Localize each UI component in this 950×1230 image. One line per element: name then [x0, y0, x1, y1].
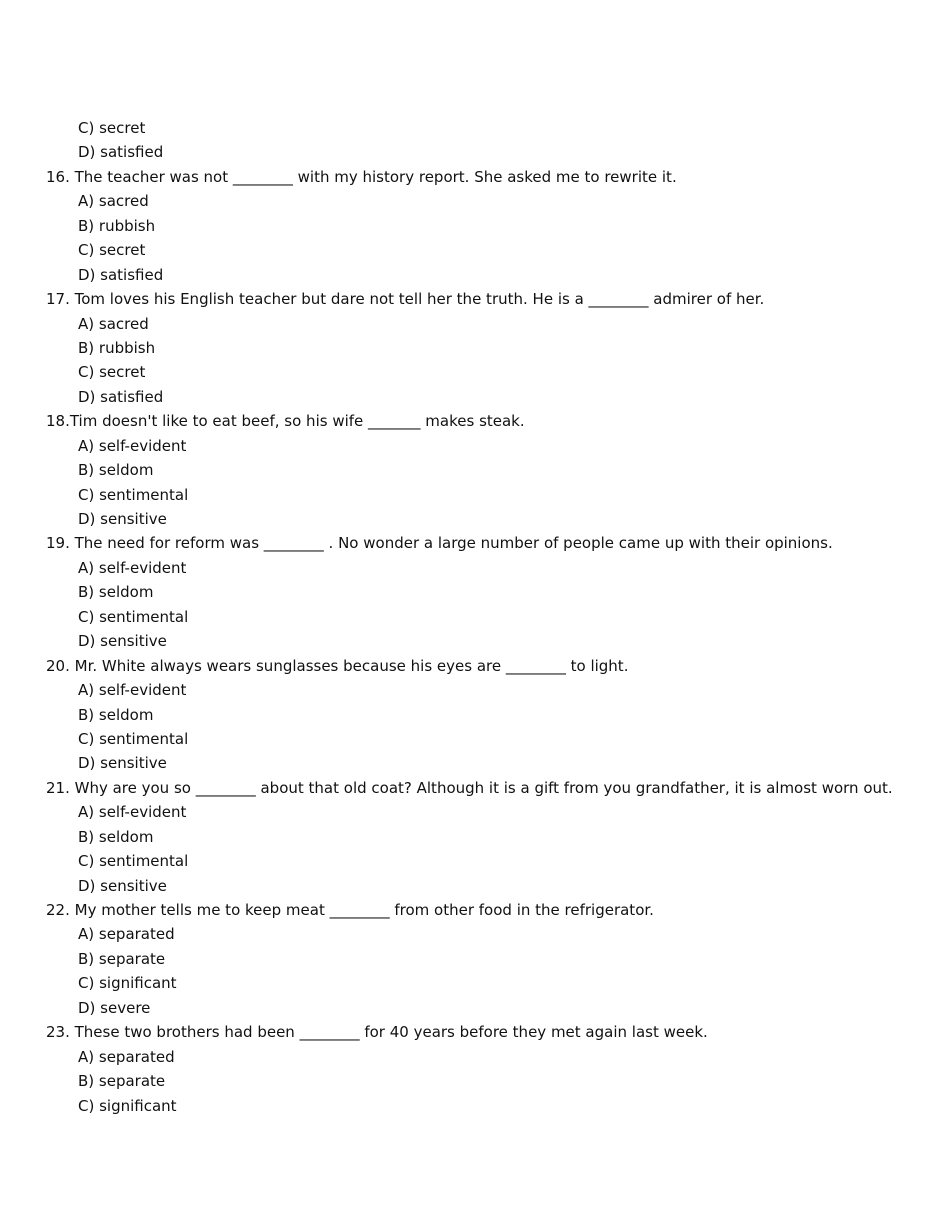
question-21: 21. Why are you so ________ about that old coat? Although it is a gift from you grandfather, it is almost worn out.	[46, 778, 893, 797]
answer-option: C) sentimental	[78, 485, 189, 504]
answer-option: D) sensitive	[78, 754, 167, 773]
answer-option: C) secret	[78, 119, 146, 137]
answer-option: B) rubbish	[78, 216, 156, 235]
answer-option: C) sentimental	[78, 852, 189, 871]
question-18: 18.Tim doesn't like to eat beef, so his wife _______ makes steak.	[46, 412, 525, 431]
answer-option: C) secret	[78, 363, 146, 382]
question-17: 17. Tom loves his English teacher but dare not tell her the truth. He is a ________ admirer of her.	[46, 290, 765, 309]
answer-option: C) significant	[78, 1096, 177, 1115]
question-22: 22. My mother tells me to keep meat ________ from other food in the refrigerator.	[46, 901, 654, 919]
answer-option: B) seldom	[78, 705, 154, 724]
answer-option: A) self-evident	[78, 436, 187, 455]
answer-option: C) secret	[78, 241, 146, 260]
answer-option: D) sensitive	[78, 510, 167, 528]
answer-option: A) self-evident	[78, 558, 187, 577]
question-16: 16. The teacher was not ________ with my history report. She asked me to rewrite it.	[46, 167, 677, 186]
worksheet-page	[0, 116, 950, 1118]
answer-option: D) severe	[78, 998, 151, 1017]
answer-option: B) seldom	[78, 827, 154, 846]
answer-option: D) sensitive	[78, 632, 167, 651]
answer-option: A) separated	[78, 925, 175, 944]
answer-option: D) sensitive	[78, 876, 167, 895]
question-20: 20. Mr. White always wears sunglasses because his eyes are ________ to light.	[46, 656, 629, 675]
answer-option: C) sentimental	[78, 729, 189, 748]
answer-option: B) rubbish	[78, 338, 156, 357]
answer-option: D) satisfied	[78, 387, 164, 406]
answer-option: C) sentimental	[78, 607, 189, 626]
answer-option: D) satisfied	[78, 143, 164, 162]
answer-option: A) self-evident	[78, 803, 187, 822]
answer-option: A) sacred	[78, 314, 149, 333]
answer-option: B) seldom	[78, 583, 154, 602]
answer-option: B) separate	[78, 949, 166, 968]
answer-option: C) significant	[78, 974, 177, 993]
answer-option: A) separated	[78, 1047, 175, 1066]
answer-option: B) seldom	[78, 461, 154, 480]
answer-option: A) self-evident	[78, 681, 187, 700]
answer-option: D) satisfied	[78, 265, 164, 284]
question-23: 23. These two brothers had been ________ for 40 years before they met again last week.	[46, 1023, 708, 1042]
answer-option: B) separate	[78, 1072, 166, 1091]
answer-option: A) sacred	[78, 192, 149, 211]
question-19: 19. The need for reform was ________ . No wonder a large number of people came up with their opinions.	[46, 534, 833, 553]
